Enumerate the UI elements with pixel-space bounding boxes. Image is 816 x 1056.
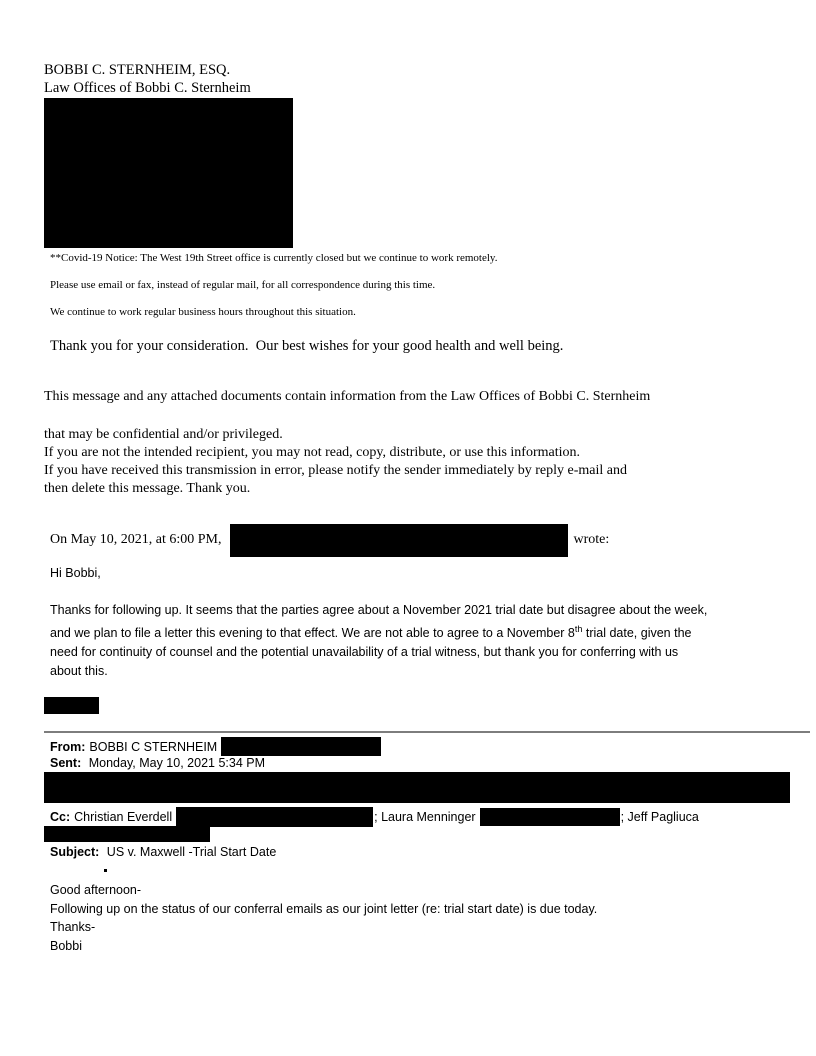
- sent-label: Sent:: [50, 756, 82, 770]
- sent-line: [50, 756, 265, 770]
- cc-recipient-2: ; Laura Menninger: [374, 810, 476, 824]
- subject-value: US v. Maxwell -Trial Start Date: [106, 845, 277, 859]
- cc-recipient-1: Christian Everdell: [74, 810, 173, 824]
- reply-paragraph-line-3: need for continuity of counsel and the potential unavailability of a trial witness, but thank you for conferring with us: [50, 645, 679, 660]
- reply-paragraph: [50, 601, 707, 681]
- cc-label: Cc:: [50, 810, 71, 824]
- covid-notice-line-2: Please use email or fax, instead of regular mail, for all correspondence during this time.: [50, 279, 436, 291]
- letterhead-firm-name: Law Offices of Bobbi C. Sternheim: [44, 80, 251, 96]
- disclaimer-line-1: This message and any attached documents contain information from the Law Offices of Bobbi C. Sternheim: [44, 389, 651, 404]
- attribution-prefix: On May 10, 2021, at 6:00 PM,: [50, 532, 222, 547]
- redaction-cc-email-2: [480, 808, 620, 826]
- cc-line: [50, 806, 699, 828]
- redaction-cc-email-1: [176, 807, 373, 827]
- quoted-body-line-2: Following up on the status of our conferral emails as our joint letter (re: trial start date) is due today.: [50, 901, 598, 916]
- reply-greeting: Hi Bobbi,: [50, 566, 101, 580]
- attribution-suffix: wrote:: [573, 532, 610, 547]
- redaction-contact-block: [44, 98, 293, 248]
- quoted-body-line-4: Bobbi: [50, 938, 82, 953]
- covid-notice-line-1: **Covid-19 Notice: The West 19th Street office is currently closed but we continue to work remotely.: [50, 252, 498, 264]
- disclaimer-line-3: If you are not the intended recipient, you may not read, copy, distribute, or use this information.: [44, 445, 581, 460]
- redaction-sender-email: [230, 524, 568, 557]
- quoted-body-line-1: Good afternoon-: [50, 883, 142, 897]
- redaction-from-email: [221, 737, 381, 756]
- from-value: BOBBI C STERNHEIM: [89, 739, 218, 754]
- reply-paragraph-line-1: Thanks for following up. It seems that the parties agree about a November 2021 trial date but disagree about the week,: [50, 603, 708, 617]
- cc-recipient-3: ; Jeff Pagliuca: [620, 810, 699, 824]
- redaction-cc-email-3: [44, 826, 210, 842]
- from-line: [50, 736, 381, 757]
- disclaimer-line-4: If you have received this transmission in error, please notify the sender immediately by reply e-mail and: [44, 463, 627, 478]
- superscript-th: th: [574, 624, 583, 634]
- disclaimer-block: [44, 426, 627, 498]
- covid-notice-line-3: We continue to work regular business hours throughout this situation.: [50, 306, 356, 318]
- stray-dot-mark: [104, 869, 107, 872]
- subject-line: [50, 845, 276, 859]
- subject-label: Subject:: [50, 845, 100, 859]
- disclaimer-line-5: then delete this message. Thank you.: [44, 481, 251, 496]
- reply-paragraph-line-2: and we plan to file a letter this evening to that effect. We are not able to agree to a November 8th trial date, given the: [50, 624, 692, 641]
- reply-paragraph-line-4: about this.: [50, 664, 108, 679]
- letterhead: [44, 61, 251, 97]
- redaction-signature: [44, 697, 99, 714]
- message-divider: [44, 731, 810, 733]
- sent-value: Monday, May 10, 2021 5:34 PM: [88, 756, 265, 770]
- quoted-message-body: [50, 881, 597, 955]
- disclaimer-line-2: that may be confidential and/or privileged.: [44, 427, 283, 442]
- redaction-to-line: [44, 772, 790, 803]
- reply-attribution: [50, 523, 609, 557]
- quoted-body-line-3: Thanks-: [50, 920, 96, 934]
- from-label: From:: [50, 739, 86, 754]
- letterhead-attorney-name: BOBBI C. STERNHEIM, ESQ.: [44, 62, 231, 78]
- courtesy-line: Thank you for your consideration. Our best wishes for your good health and well being.: [50, 338, 564, 354]
